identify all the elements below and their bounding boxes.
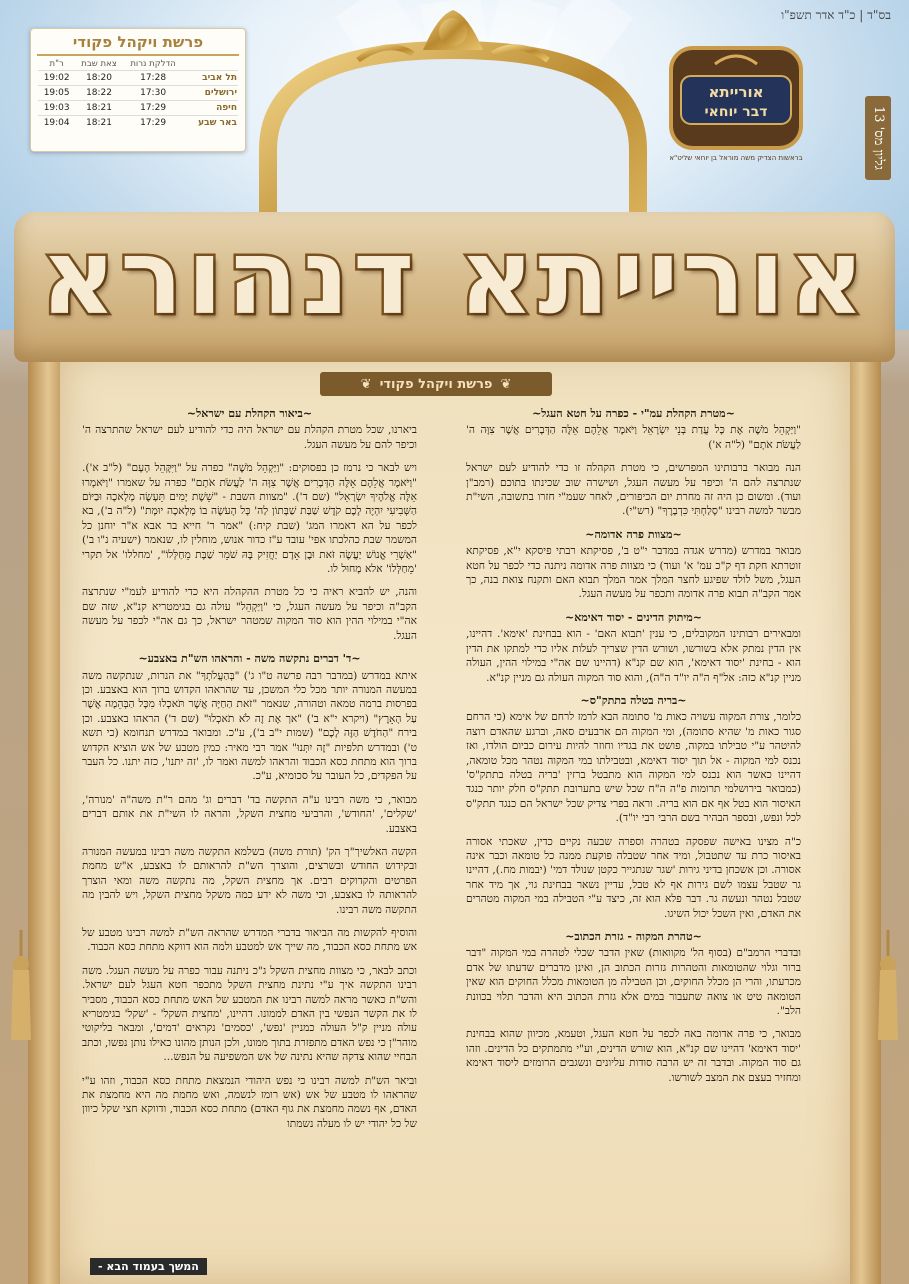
candle-time: 17:28 — [123, 71, 184, 86]
candle-time: 17:29 — [123, 101, 184, 116]
article-paragraph: ביארנו, שכל מטרת הקהלת עם ישראל היה כדי להודיע לעם ישראל שהתרצה ה' וכיפר להם על מעשה העגל. — [82, 424, 417, 451]
rt-time: 19:05 — [38, 86, 75, 101]
article-paragraph: וביאר הש"ת למשה רבינו כי נפש היהודי הנמצאת מתחת כסא הכבוד, וזהו ע"י שהראהו לו מטבע של אש (אש רומז לנשמה, ואש מחמת מה היא מחמצת את האדם, אף נשמה מחמצת את גוף האדם) מתחת כסא הכבוד, ודווקא חצי שקל כיוון של כל יהודי יש לו מעלה נשמתו — [82, 1074, 417, 1130]
city-name: ירושלים — [183, 86, 238, 101]
ornament-icon: ❦ — [500, 376, 512, 392]
article-paragraph: מבואר, כי משה רבינו ע"ה התקשה בד' דברים וג' מהם ר"ת משה"ה 'מנורה', 'שקלים', 'החודש', והרביעי מחצית השקל, והראה לו השי"ת את אותם דברים באצבע. — [82, 793, 417, 835]
shabbat-times-table — [38, 58, 238, 130]
shabbat-times-box — [30, 28, 246, 152]
article-paragraph: והוסיף להקשות מה הביאור בדברי המדרש שהראה הש"ת למשה רבינו מטבע של אש מתחת כסא הכבוד, מה שייך אש למטבע ולמה הוא דווקא מתחת כסא הכבוד. — [82, 927, 417, 954]
article-column-right — [466, 402, 801, 1272]
main-title: אורייתא דנהורא — [40, 216, 869, 338]
article-subheading: ~מצוות פרה אדומה~ — [585, 527, 682, 541]
article-subheading: ~ביאור הקהלת עם ישראל~ — [186, 407, 313, 420]
city-name: חיפה — [183, 101, 238, 116]
logo-title-line2: דבר יוחאי — [704, 104, 768, 120]
section-banner — [320, 372, 552, 396]
city-name: באר שבע — [183, 116, 238, 131]
article-paragraph: איתא במדרש (במדבר רבה פרשה ט"ו ג') "בְּהַעֲלֹתְךָ" את הנרות, שנתקשה משה במעשה המנורה יותר מכל כלי המשכן, עד שהראהו הקדוש ברוך הוא באצבע. וכן בפרסות ברמה טמאה וטהורה, שנאמר "זֹאת הַחַיָּה אֲשֶׁר תֹּאכְלוּ מִכָּל הַבְּהֵמָה אֲשֶׁר עַל הָאָרֶץ" (ויקרא י"א ב') "אך אֶת זֶה לֹא תֹאכְלוּ" (שם ד') הראהו באצבע. וכן בירח "הַחֹדֶשׁ הַזֶּה לָכֶם" (שמות י"ב ב'), ע"כ. ומבואר במדרש תנחומא (כי תשא ט') ובמדרש תלפיות "זֶה יִתְּנוּ" אמר רבי מאיר: כמין מטבע של אש הוציא הקדוש ברוך הוא מתחת כסא הכבוד והראהו למשה ואמר לו, 'זה יתנו', כזה יתנו. כל העבר על הפקדים, כל העובר על סכומיא, ע"כ. — [82, 669, 417, 783]
shabbat-end-time: 18:21 — [75, 116, 122, 131]
issue-number-badge: גליון מס' 13 — [865, 96, 891, 180]
article-paragraph: מבואר במדרש (מדרש אגדה במדבר י"ט ב', פסיקתא רבתי פיסקא י"א, פסיקתא זוטרתא חקת דף ק"כ עמ' א' ועוד) כי מצוות פרה אדומה ניתנה כדי לכפר על חטא העגל, משל לולד שפיגע לחצר המלך אמר המלך תבוא האם ותקנח צואת בנה, כך אמר הקב"ה תבוא פרה אדומה ותכפר על מעשה העגל. — [466, 545, 801, 601]
section-banner-label: פרשת ויקהל פקודי — [379, 376, 493, 392]
article-paragraph: ומבאירים רבותינו המקובלים, כי ענין 'תבוא האם' - הוא בבחינת 'אימא'. דהיינו, אין הדין נמתק אלא בשורשו, ושורש הדין שצריך לעלות אליו כדי למתקו את הדין הוא - בחינת 'יסוד דאימא', הוא שם קנ"א (דהיינו שם אה"י במילוי ההין, העולה מניין קנ"א כזה: אל"ף ה"ה יו"ד ה"ה), והוא סוד המקוה העולה גם מניין קנ"א. — [466, 628, 801, 684]
tassel-left-icon — [8, 930, 34, 1040]
table-row — [38, 116, 238, 131]
table-row — [38, 86, 238, 101]
article-paragraph: והנה, יש להביא ראיה כי כל מטרת ההקהלה היא כדי להודיע לעמ"י שנתרצה הקב"ה וכיפר על מעשה העגל, כי "וַיַּקְהֵל" עולה גם בגימטריא קנ"א, שזה שם אה"י במילוי ההין הוא סוד המקוה שמטהר ישראל, כך גם אה"י לכפר על מעשה העגל. — [82, 586, 417, 642]
article-paragraph: "וַיַּקְהֵל מֹשֶׁה אֶת כָּל עֲדַת בְּנֵי יִשְׂרָאֵל וַיֹּאמֶר אֲלֵהֶם אֵלֶּה הַדְּבָרִים אֲשֶׁר צִוָּה ה' לַעֲשֹׂת אֹתָם" (ל"ה א') — [466, 424, 801, 451]
article-subheading: ~ד' דברים נתקשה משה - והראהו הש"ת באצבע~ — [138, 652, 361, 666]
shabbat-end-time: 18:21 — [75, 101, 122, 116]
logo-title-line1: אורייתא — [708, 83, 764, 101]
article-paragraph: ויש לבאר כי נרמז כן בפסוקים: "וַיַּקְהֵל מֹשֶׁה" כפרה על "וַיִּקָּהֵל הָעָם" (ל"ב א'). "וַיֹּאמֶר אֲלֵהֶם אֵלֶּה הַדְּבָרִים אֲשֶׁר צִוָּה ה' לַעֲשֹׂת אֹתָם" כפרה על שאמרו "וַיֹּאמְרוּ אֵלֶּה אֱלֹהֶיךָ יִשְׂרָאֵל" (שם ד'). "מצוות השבת - "שֵׁשֶׁת יָמִים תֵּעָשֶׂה מְלָאכָה וּבַיּוֹם הַשְּׁבִיעִי יִהְיֶה לָכֶם קֹדֶשׁ שַׁבַּת שַׁבָּתוֹן לַה' כָּל הָעֹשֶׂה בוֹ מְלָאכָה יוּמָת" (ל"ה ב'), בא לכפר על הא דאמרו המג' (שבת קיח:) "אמר ר' חייא בר אבא א"ר יוחנן כל המשמר שבת כהלכתו אפי' עובד ע"ז כדור אנוש, מוחלין לו, שנאמר (ישעיה נ"ו ב') "אַשְׁרֵי אֱנוֹשׁ יַעֲשֶׂה זֹּאת וּבֶן אָדָם יַחֲזִיק בָּהּ שֹׁמֵר שַׁבָּת מֵחַלְּלוֹ", 'מחללו' אל תקרי 'מֵחַלְּלוֹ' אלא מָחוּל לו. — [82, 462, 417, 576]
rt-time: 19:02 — [38, 71, 75, 86]
candle-time: 17:29 — [123, 116, 184, 131]
article-paragraph: כלומר, צורת המקוה עשויה כאות מ' סתומה הבא לרמז לרחם של אימא (כי הרחם סגור כאות מ' שהיא סתומה), ומי המקוה הם ארבעים סאה, וברגע שהאדם רוצה להיטהר ע"י טבילתו במקוה, פושט את בגדיו וחוזר להיות עירום כביום הולדו, ואז נכנס למי המקוה - אל תוך יסוד דאימא, ובטבילתו במי המקוה נטהר מכל טומאה, דהיינו כאשר הוא נכנס למי המקוה הוא מתבטל ברזין 'בריה בטלה בתתק"ס' (כמבואר בירושלמי תרומות פ"ה ה"ח שכל שיש בתערובת תתק"ס חלק יותר כנגד האיסור הוא בטל אף אם הוא בריה. וראה בפרי צדיק שכל ישראל הם כנגד תתק"ס לכל ונפש, ובספר הבהיר בשם הרבי רבי יו"ד). — [466, 711, 801, 825]
article-subheading: ~מיתוק הדינים - יסוד דאימא~ — [564, 610, 703, 624]
issue-date: בס"ד | כ"ד אדר תשפ"ו — [781, 8, 891, 22]
article-column-left — [82, 402, 417, 1264]
continue-next-page-label: המשך בעמוד הבא - — [90, 1258, 207, 1275]
article-subheading: ~טהרת המקוה - גזרת הכתוב~ — [565, 930, 702, 943]
article-subheading: ~בריה בטלה בתתק"ס~ — [580, 693, 687, 707]
article-subheading: ~מטרת הקהלת עמ"י - כפרה על חטא העגל~ — [532, 407, 735, 420]
col-rt: ר"ת — [49, 59, 64, 69]
article-paragraph: ובדברי הרמב"ם (בסוף הל' מקוואות) שאין הדבר שכלי לטהרה במי המקוה "דבר ברור וגלוי שהטומאות והטהרות גזרות הכתוב הן, ואינן מדברים שדעתו של אדם מכרעתו, והרי הן מכלל החוקים, וכן הטבילה מן הטומאות מכלל החוקים הוא שאין הטומאה טיט או צואה שתעבור במים אלא גזרת הכתוב היא והדבר תלוי בכוונת הלב". — [466, 947, 801, 1018]
publication-logo — [665, 42, 807, 164]
article-paragraph: וכתב לבאר, כי מצוות מחצית השקל ג"כ ניתנה עבור כפרה על מעשה העגל. משה רבינו התקשה איך ע"י נתינת מחצית השקל מתכפר חטא העגל לעם ישראל. והש"ת כאשר מראה למשה רבינו את המטבע של האש מתחת כסא הכבוד, מסביר לו את הקשר הנפשי בין האדם לממונו. דהיינו, 'מחצית השקל' - 'שקל' בגימטריא עולה מניין ק"ל העולה כמניין 'נפש', 'כסמים' נקראים 'דמים', ומבאר בליקוטי מוהר"ן כי נפש האדם מתפזרת בתוך ממונו, ולכן הנותן מהונו כאילו נותן נפשו, וכתב הבחיי שהוא צדקה שהיא נתינה של אש המשפיעה על הנפש... — [82, 964, 417, 1064]
candle-time: 17:30 — [123, 86, 184, 101]
col-shabbat-end: צאת שבת — [81, 59, 117, 69]
article-paragraph: הנה מבואר ברבותינו המפרשים, כי מטרת הקהלה זו כדי להודיע לעם ישראל שנתרצה להם ה' וכיפר על מעשה העגל, ושישרה שוב שכינתו בתוכם (רמב"ן ועוד). ומשום כן היה זה מחרת יום הכיפורים, לאחר שעמ"י חזרו בתשובה, השי"ת מבשר למשה רבינו "סָלַחְתִּי כִּדְבָרֶךָ" (רש"י). — [466, 462, 801, 518]
times-title: פרשת ויקהל פקודי — [37, 29, 239, 56]
ornament-icon: ❦ — [360, 376, 372, 392]
city-name: תל אביב — [183, 71, 238, 86]
shabbat-end-time: 18:20 — [75, 71, 122, 86]
rt-time: 19:04 — [38, 116, 75, 131]
shabbat-end-time: 18:22 — [75, 86, 122, 101]
col-candles: הדלקת נרות — [130, 59, 176, 69]
logo-caption: בראשות הצדיק משה מוראל בן יוחאי שליט"א — [669, 154, 803, 162]
article-paragraph: הקשה האלשיך"ך הק' (תורת משה) בשלמא התקשה משה רבינו במעשה המנורה ובקידוש החודש ובשרצים, והוצרך הש"ת להראותם לו באצבע, א"ש מחמת הפרטים והקדוקים רבים. אך מחצית השקל, מה נתקשה משה ומאי הוצרך להראותה לו באצבע, וכי משה לא ידע כמה משקל מחצית השקל, ויש להבין מה התקשה משה רבינו. — [82, 845, 417, 916]
col-city — [183, 58, 238, 71]
table-row — [38, 71, 238, 86]
table-row — [38, 101, 238, 116]
tassel-right-icon — [875, 930, 901, 1040]
rt-time: 19:03 — [38, 101, 75, 116]
article-paragraph: כ"ה מצינו באישה שפסקה בטהרה וספרה שבעה נקיים כדין, שאכתי אסורה באיסור כרת עד שתטבול, ומיד אחר שטבלה פוקעת ממנה כל טומאה וכבר אינה אסורה. וכן אשכחן בדיני גירות 'שגר שנתגייר כקטן שנולד דמי' (יבמות מח.), דהיינו גר שטבל עצמו לשם גירות אף לא טבל, עדיין נשאר בבחינת גוי, אך מיד אחר שטבל נטהר ונעשה גר. דבר פלא הוא זה, כיצד ע"י הטבילה במי המקוה מטהרים את האדם, ואין השכל יכול השיגו. — [466, 835, 801, 920]
article-paragraph: מבואר, כי פרה אדומה באה לכפר על חטא העגל, וטעמא, מכיוון שהוא בבחינת 'יסוד דאימא' דהיינו שם קנ"א, הוא שורש הדינים, וע"י מתמתקים כל הדינים. וזהו גם סוד המקוה. ובדבר זה יש הרבה סודות עליונים ונשגבים הרומזים ליסוד דאימא ומחזיר בעצם את המצב לשורשו. — [466, 1028, 801, 1084]
